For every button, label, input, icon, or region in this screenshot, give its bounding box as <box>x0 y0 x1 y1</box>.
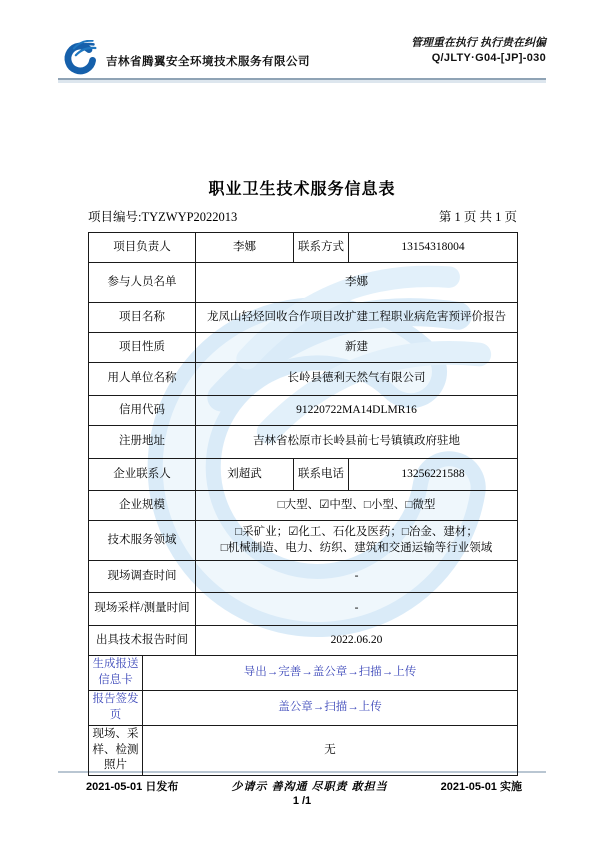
field-value: 李娜 <box>196 263 518 303</box>
field-value: - <box>196 593 518 626</box>
table-row <box>89 233 518 263</box>
info-form-table <box>88 232 518 776</box>
field-value: 13154318004 <box>349 233 518 263</box>
footer-slogan: 少请示 善沟通 尽职责 敢担当 <box>231 781 388 793</box>
field-label: 项目名称 <box>89 303 196 333</box>
service-area-line2: □机械制造、电力、纺织、建筑和交通运输等行业领域 <box>220 541 493 554</box>
table-row <box>89 656 518 691</box>
field-label: 现场、采样、检测照片 <box>89 726 143 776</box>
field-value: 无 <box>143 726 518 776</box>
field-label: 参与人员名单 <box>89 263 196 303</box>
document-code: Q/JLTY·G04-[JP]-030 <box>431 51 546 64</box>
company-name: 吉林省腾翼安全环境技术服务有限公司 <box>106 55 310 68</box>
field-label: 项目性质 <box>89 333 196 363</box>
field-value: 长岭县德利天然气有限公司 <box>196 363 518 396</box>
table-row <box>89 491 518 521</box>
field-label: 技术服务领域 <box>89 521 196 561</box>
table-row <box>89 426 518 459</box>
info-card-steps: 导出→完善→盖公章→扫描→上传 <box>143 656 518 691</box>
table-row <box>89 263 518 303</box>
field-value: 91220722MA14DLMR16 <box>196 396 518 426</box>
field-label: 项目负责人 <box>89 233 196 263</box>
table-row <box>89 593 518 626</box>
field-label: 联系电话 <box>294 459 349 491</box>
form-table-wrap <box>88 232 517 776</box>
table-row <box>89 561 518 593</box>
company-brand <box>58 40 310 81</box>
service-area-line1: □采矿业；☑化工、石化及医药；□冶金、建材； <box>235 525 478 538</box>
field-value: 新建 <box>196 333 518 363</box>
field-label: 用人单位名称 <box>89 363 196 396</box>
header-right <box>411 36 546 66</box>
implement-date: 2021-05-01 实施 <box>440 781 522 793</box>
table-row <box>89 303 518 333</box>
table-row <box>89 691 518 726</box>
field-value: 刘超武 <box>196 459 294 491</box>
header-slogan: 管理重在执行 执行贵在纠偏 <box>410 37 546 49</box>
service-area-checkboxes <box>196 521 518 561</box>
page-title: 职业卫生技术服务信息表 <box>208 181 396 198</box>
company-logo-icon <box>58 40 100 81</box>
field-label: 现场采样/测量时间 <box>89 593 196 626</box>
footer-row <box>58 773 546 794</box>
meta-row <box>88 207 517 225</box>
field-label: 企业联系人 <box>89 459 196 491</box>
page-number: 1 /1 <box>292 795 312 807</box>
field-label: 报告签发页 <box>89 691 143 726</box>
field-label: 联系方式 <box>294 233 349 263</box>
project-number: 项目编号:TYZWYP2022013 <box>88 210 238 224</box>
field-label: 生成报送信息卡 <box>89 656 143 691</box>
field-label: 信用代码 <box>89 396 196 426</box>
field-label: 出具技术报告时间 <box>89 626 196 656</box>
field-value: 龙凤山轻烃回收合作项目改扩建工程职业病危害预评价报告 <box>196 303 518 333</box>
table-row <box>89 396 518 426</box>
table-row <box>89 726 518 776</box>
field-value: 吉林省松原市长岭县前七号镇镇政府驻地 <box>196 426 518 459</box>
field-value: 李娜 <box>196 233 294 263</box>
field-value: - <box>196 561 518 593</box>
field-label: 现场调查时间 <box>89 561 196 593</box>
publish-date: 2021-05-01 日发布 <box>86 781 179 793</box>
table-row <box>89 333 518 363</box>
field-label: 注册地址 <box>89 426 196 459</box>
enterprise-scale-checkboxes: □大型、☑中型、□小型、□微型 <box>196 491 518 521</box>
table-row <box>89 626 518 656</box>
report-sign-steps: 盖公章→扫描→上传 <box>143 691 518 726</box>
table-row <box>89 459 518 491</box>
field-value: 2022.06.20 <box>196 626 518 656</box>
table-row <box>89 521 518 561</box>
page-footer <box>58 771 546 807</box>
page-info: 第 1 页 共 1 页 <box>438 210 517 224</box>
field-label: 企业规模 <box>89 491 196 521</box>
field-value: 13256221588 <box>349 459 518 491</box>
table-row <box>89 363 518 396</box>
page-header <box>58 34 546 80</box>
